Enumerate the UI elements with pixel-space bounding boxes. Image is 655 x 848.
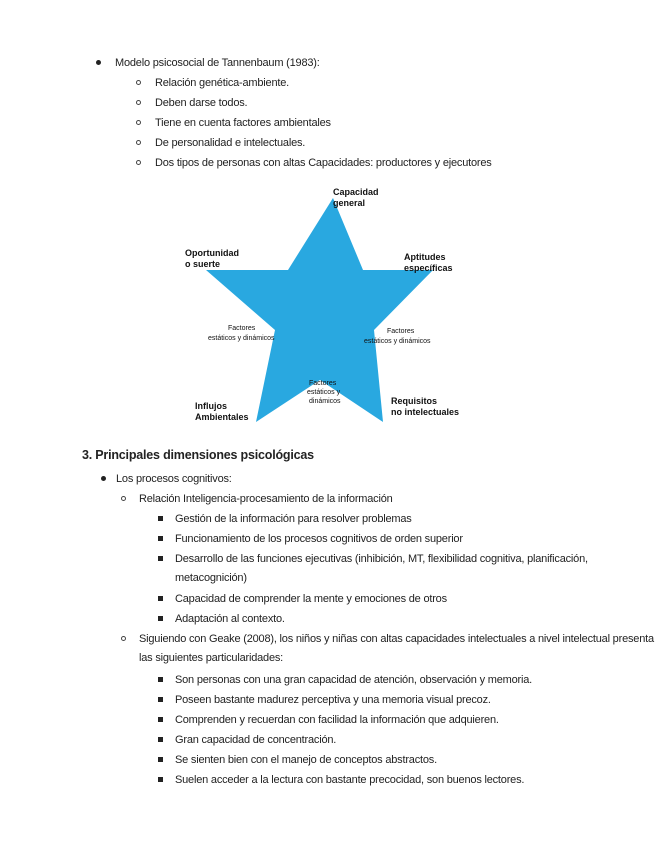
model-item: Tiene en cuenta factores ambientales [155,117,331,129]
label-aptitudes: específicas [404,263,453,273]
bullet-circle [136,140,141,145]
list-item: Relación Inteligencia-procesamiento de la información [139,493,393,505]
bullet-circle [121,496,126,501]
section-heading: 3. Principales dimensiones psicológicas [82,448,314,462]
label-influjos: Influjos [195,401,227,411]
bullet-square [158,536,163,541]
list-item: Capacidad de comprender la mente y emociones de otros [175,593,447,605]
list-item: Comprenden y recuerdan con facilidad la información que adquieren. [175,714,499,726]
bullet-square [158,677,163,682]
label-factores-right: Factores [387,328,415,335]
list-item: Funcionamiento de los procesos cognitivos de orden superior [175,533,463,545]
bullet-square [158,757,163,762]
label-capacidad: Capacidad [333,187,379,197]
paragraph-line: las siguientes particularidades: [139,652,284,664]
paragraph-line: Siguiendo con Geake (2008), los niños y niñas con altas capacidades intelectuales a nivel intelectual presenta [139,633,654,645]
label-factores-bottom: Factores [309,380,337,387]
bullet-circle [121,636,126,641]
bullet-square [158,516,163,521]
bullet-circle [136,80,141,85]
tannenbaum-star-diagram [178,180,468,430]
list-item: Suelen acceder a la lectura con bastante precocidad, son buenos lectores. [175,774,525,786]
model-title: Modelo psicosocial de Tannenbaum (1983): [115,57,320,69]
bullet-square [158,556,163,561]
label-influjos: Ambientales [195,412,249,422]
label-aptitudes: Aptitudes [404,252,446,262]
model-item: Deben darse todos. [155,97,248,109]
list-item: Gran capacidad de concentración. [175,734,337,746]
label-requisitos: no intelectuales [391,407,460,417]
model-item: Dos tipos de personas con altas Capacidades: productores y ejecutores [155,157,492,169]
list-item-continuation: metacognición) [175,572,247,584]
label-requisitos: Requisitos [391,396,438,406]
label-capacidad: general [333,198,366,208]
bullet-circle [136,160,141,165]
label-factores-bottom: dinámicos [309,398,341,405]
bullet-circle [136,120,141,125]
model-item: De personalidad e intelectuales. [155,137,306,149]
bullet-circle [136,100,141,105]
bullet-square [158,737,163,742]
label-factores-left: estáticos y dinámicos [208,335,275,342]
bullet-square [158,596,163,601]
label-oportunidad: Oportunidad [185,248,239,258]
bullet-square [158,697,163,702]
list-item: Adaptación al contexto. [175,613,285,625]
bullet-square [158,717,163,722]
label-factores-right: estáticos y dinámicos [364,338,431,345]
list-item: Son personas con una gran capacidad de atención, observación y memoria. [175,674,532,686]
bullet-dot [101,476,106,481]
bullet-dot [96,60,101,65]
list-item: Se sienten bien con el manejo de conceptos abstractos. [175,754,437,766]
label-oportunidad: o suerte [185,259,221,269]
list-item: Poseen bastante madurez perceptiva y una memoria visual precoz. [175,694,491,706]
bullet-square [158,777,163,782]
label-factores-bottom: estáticos y [307,389,341,396]
label-factores-left: Factores [228,325,256,332]
model-item: Relación genética-ambiente. [155,77,290,89]
bullet-square [158,616,163,621]
list-item: Gestión de la información para resolver problemas [175,513,412,525]
list-item: Los procesos cognitivos: [116,473,232,485]
list-item: Desarrollo de las funciones ejecutivas (inhibición, MT, flexibilidad cognitiva, planificación, [175,553,588,565]
